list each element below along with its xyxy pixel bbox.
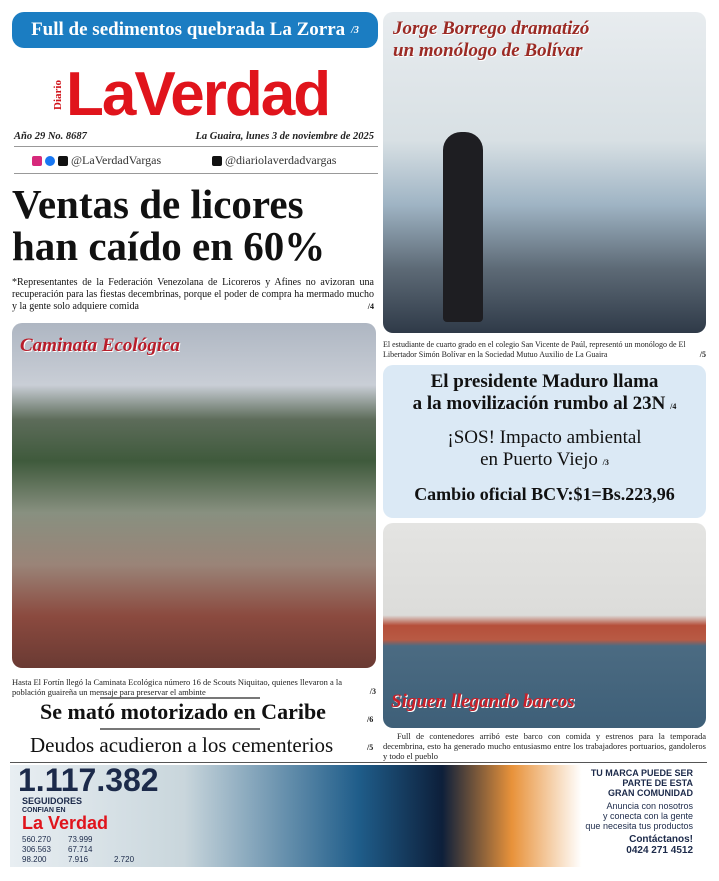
- maduro-headline[interactable]: [383, 371, 706, 418]
- social-handle[interactable]: @LaVerdadVargas: [71, 153, 162, 167]
- title-line: un monólogo de Bolívar: [393, 40, 583, 61]
- tiktok-icon: [212, 156, 222, 166]
- stat-telegram: 2.720: [114, 855, 135, 864]
- divider: [14, 173, 378, 174]
- headline-line: han caído en 60%: [12, 223, 326, 269]
- ad-confian: CONFIAN EN: [22, 807, 66, 814]
- divider: [100, 728, 260, 730]
- ad-seguidores: SEGUIDORES: [22, 796, 83, 806]
- brief-motorizado[interactable]: Se mató motorizado en Caribe: [40, 699, 326, 724]
- tiktok-handle[interactable]: @diariolaverdadvargas: [225, 153, 337, 167]
- barcos-title[interactable]: Siguen llegando barcos: [391, 691, 575, 712]
- ad-slogan: [585, 768, 693, 856]
- logo: LaVerdad: [66, 60, 330, 129]
- divider: [14, 146, 378, 147]
- tiktok-handle-row: [212, 153, 336, 168]
- page-ref: /4: [367, 302, 374, 311]
- banner-text: Full de sedimentos quebrada La Zorra: [31, 19, 346, 40]
- top-banner[interactable]: [12, 12, 378, 48]
- date: La Guaira, lunes 3 de noviembre de 2025: [195, 131, 374, 142]
- summary-text: *Representantes de la Federación Venezolana de Licoreros y Afines no avizoran una recuperación para las fiestas decembrinas, porque el poder de compra ha mermado mucho y la gente solo adquiere comida: [12, 277, 374, 312]
- contact-label: Contáctanos!: [629, 834, 693, 845]
- caminata-caption: [12, 677, 376, 697]
- barcos-caption: Full de contenedores arribó este barco con comida y estrenos para la temporada decembrina, esto ha generado mucho entusiasmo entre los trabajadores portuarios, gandoleros y todo el pueblo: [383, 731, 706, 761]
- page-ref: /4: [670, 402, 677, 411]
- brief-cementerios[interactable]: Deudos acudieron a los cementerios: [30, 733, 334, 757]
- headline-line: ¡SOS! Impacto ambiental: [447, 427, 642, 448]
- headline-line: El presidente Maduro llama: [430, 371, 659, 392]
- slogan-line: GRAN COMUNIDAD: [608, 788, 693, 798]
- advertisement[interactable]: [10, 762, 707, 867]
- barcos-photo: [383, 523, 706, 728]
- caption-text: Hasta El Fortín llegó la Caminata Ecológica número 16 de Scouts Niquitao, quienes llevaron a la población guaireña un mensaje para preservar el ambinte: [12, 677, 342, 697]
- borrego-caption: [383, 340, 706, 360]
- anuncia-line: y conecta con la gente: [602, 811, 693, 821]
- slogan-line: TU MARCA PUEDE SER: [590, 768, 693, 778]
- stat-x: 73.999: [68, 835, 93, 844]
- banner-page: /3: [351, 24, 359, 36]
- page-ref: /3: [602, 458, 609, 467]
- bcv-rate[interactable]: Cambio oficial BCV:$1=Bs.223,96: [414, 484, 675, 504]
- stat-youtube: 7.916: [68, 855, 89, 864]
- news-box: [383, 365, 706, 518]
- page-ref: /6: [367, 715, 374, 724]
- caminata-title[interactable]: Caminata Ecológica: [20, 335, 180, 356]
- title-line: Jorge Borrego dramatizó: [393, 18, 590, 39]
- anuncia-line: Anuncia con nosotros: [606, 801, 693, 811]
- facebook-icon: [45, 156, 55, 166]
- sos-headline[interactable]: [383, 427, 706, 474]
- page-ref: /5: [367, 743, 374, 752]
- ad-count: 1.117.382: [18, 762, 159, 798]
- social-handles: [32, 153, 161, 168]
- contact-phone[interactable]: 0424 271 4512: [626, 845, 693, 856]
- lead-headline[interactable]: [12, 183, 325, 267]
- ad-brand: La Verdad: [22, 813, 109, 833]
- stat-tiktok: 67.714: [68, 845, 93, 854]
- headline-line: en Puerto Viejo: [480, 449, 598, 470]
- headline-line: Ventas de licores: [12, 181, 304, 227]
- diario-label: Diario: [52, 80, 64, 110]
- stat-facebook: 306.563: [22, 845, 51, 854]
- student-figure: [443, 132, 483, 322]
- slogan-line: PARTE DE ESTA: [622, 778, 693, 788]
- edition: Año 29 No. 8687: [14, 131, 87, 142]
- borrego-title[interactable]: [393, 18, 589, 62]
- stat-instagram: 560.270: [22, 835, 51, 844]
- ad-stats: [22, 835, 182, 864]
- instagram-icon: [32, 156, 42, 166]
- stat-threads: 98.200: [22, 855, 47, 864]
- page-ref: /5: [699, 350, 706, 359]
- x-icon: [58, 156, 68, 166]
- page-ref: /3: [369, 687, 376, 696]
- borrego-photo: [383, 12, 706, 333]
- anuncia-line: que necesita tus productos: [585, 821, 693, 831]
- lead-summary: [12, 277, 374, 313]
- caminata-photo: [12, 323, 376, 668]
- caption-text: El estudiante de cuarto grado en el colegio San Vicente de Paúl, representó un monólogo de El Libertador Simón Bolívar en la Sociedad Mutuo Auxilio de La Guaira: [383, 340, 686, 359]
- headline-line: a la movilización rumbo al 23N: [412, 393, 666, 414]
